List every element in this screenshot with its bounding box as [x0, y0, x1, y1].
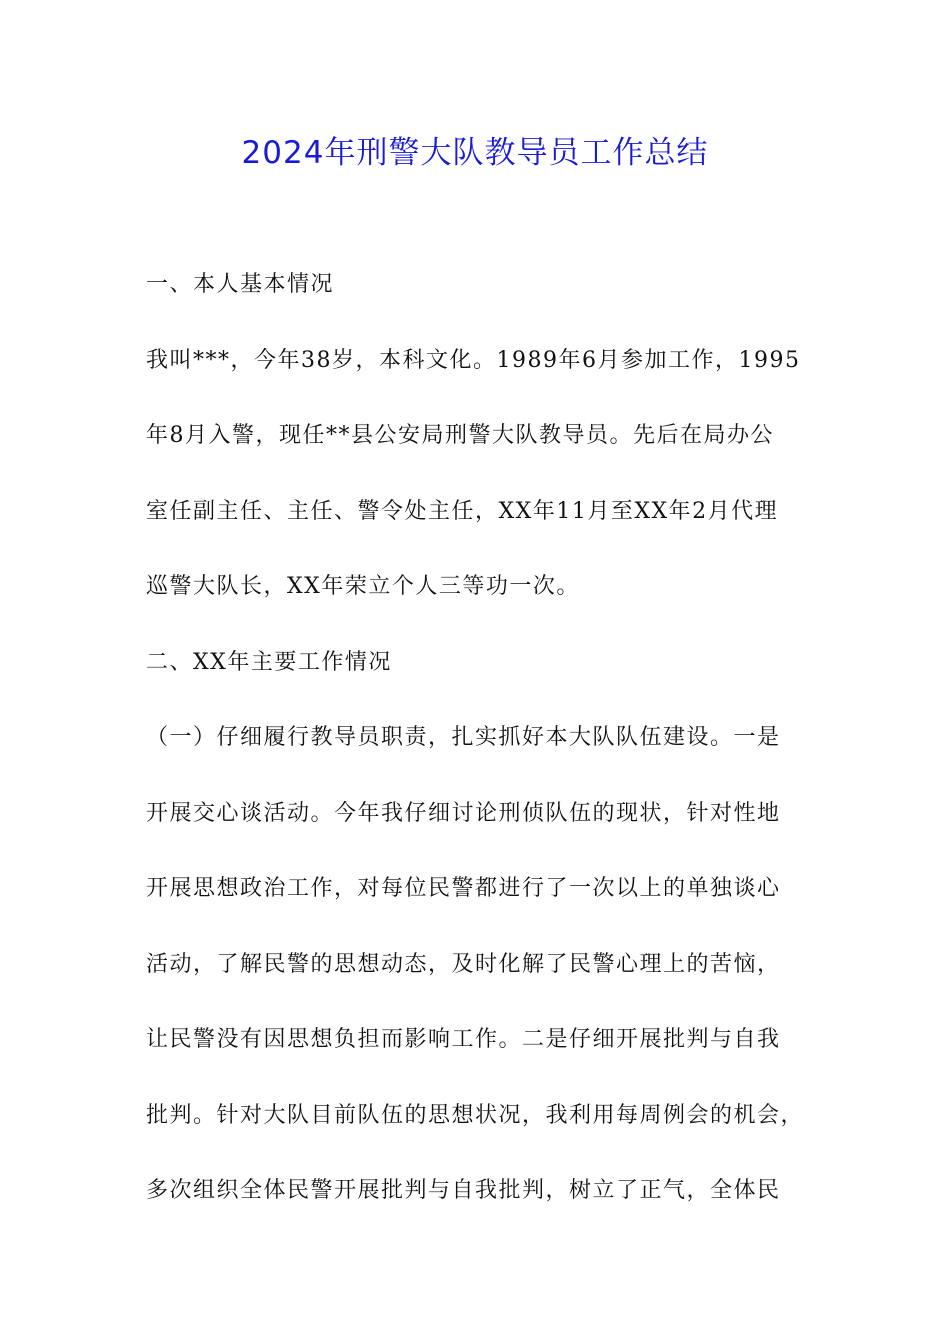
section-heading-1: 一、本人基本情况: [146, 272, 335, 297]
section-heading-2: 二、XX年主要工作情况: [146, 649, 392, 675]
paragraph-line: 我叫***，今年38岁，本科文化。1989年6月参加工作，1995: [146, 347, 801, 373]
paragraph-line: 年8月入警，现任**县公安局刑警大队教导员。先后在局办公: [146, 423, 774, 448]
paragraph-line: 活动，了解民警的思想动态，及时化解了民警心理上的苦恼，: [146, 951, 781, 977]
paragraph-line: 让民警没有因思想负担而影响工作。二是仔细开展批判与自我: [146, 1027, 781, 1052]
paragraph-line: 批判。针对大队目前队伍的思想状况，我利用每周例会的机会，: [146, 1102, 805, 1128]
paragraph-line: 巡警大队长，XX年荣立个人三等功一次。: [146, 574, 580, 599]
paragraph-line: （一）仔细履行教导员职责，扎实抓好本大队队伍建设。一是: [146, 725, 781, 750]
paragraph-line: 室任副主任、主任、警令处主任，XX年11月至XX年2月代理: [146, 498, 779, 524]
paragraph-line: 多次组织全体民警开展批判与自我批判，树立了正气，全体民: [146, 1178, 781, 1203]
paragraph-line: 开展交心谈活动。今年我仔细讨论刑侦队伍的现状，针对性地: [146, 800, 781, 826]
document-title: 2024年刑警大队教导员工作总结: [241, 135, 709, 171]
paragraph-line: 开展思想政治工作，对每位民警都进行了一次以上的单独谈心: [146, 876, 781, 901]
document-body: [146, 261, 816, 1243]
